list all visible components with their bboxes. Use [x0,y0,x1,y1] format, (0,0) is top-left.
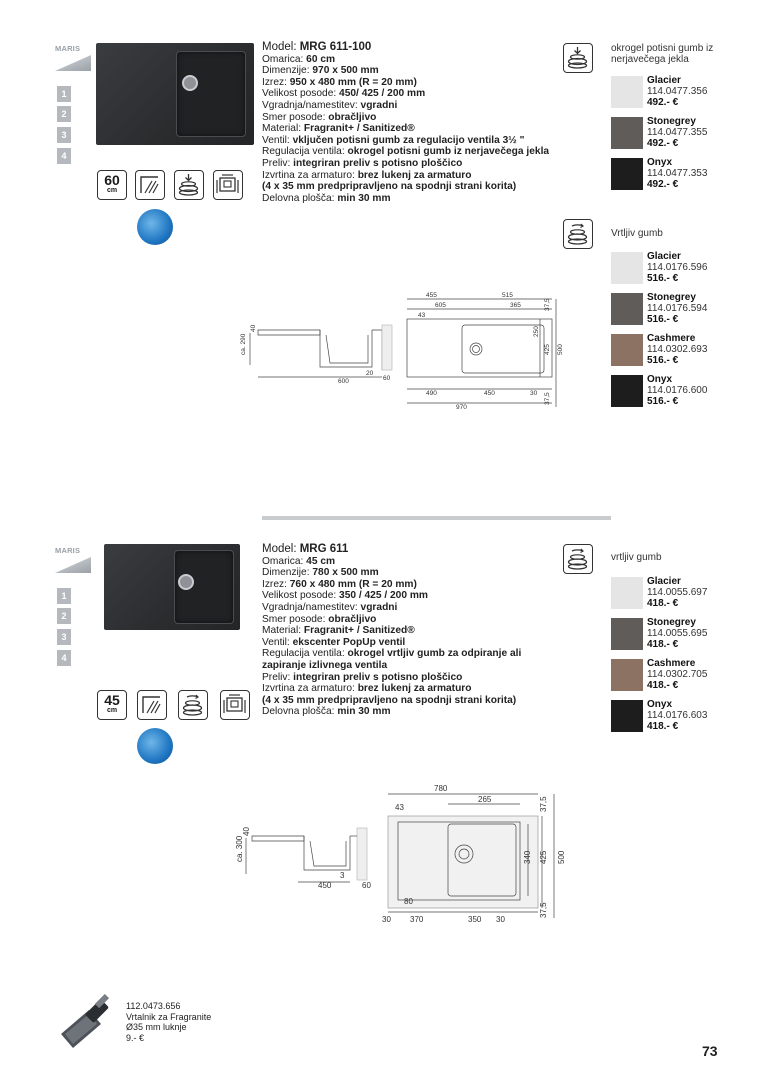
color-option: Onyx 114.0477.353 492.- € [647,157,708,190]
dim-label: 80 [404,897,413,906]
side-view [246,828,367,882]
rotary-knob-icon [563,219,593,249]
number-box: 2 [57,608,71,624]
option-group-label: okrogel potisni gumb iz nerjavečega jekla [611,43,714,65]
dim-label: 340 [523,850,532,864]
option-group-label: vrtljiv gumb [611,552,662,563]
dim-label: 450 [318,881,332,890]
dim-label: ca. 290 [240,333,247,355]
dim-label: 250 [533,326,540,337]
inset-mount-icon [137,690,167,720]
color-option: Cashmere 114.0302.693 516.- € [647,333,708,366]
inset-mount-icon [135,170,165,200]
dim-label: 605 [435,302,446,309]
spec-block: Model: MRG 611 Omarica: 45 cm Dimenzije: 780 x 500 mm Izrez: 760 x 480 mm (R = 20 mm) Velikost posode: 350 / 425 / 200 mm Vgradnja/namestitev: vgradni Smer posode: obračljivo Material: Fragranit+ / Sanitized® Ventil: ekscenter PopUp ventil Regulacija ventila: okrogel vrtljiv gumb za odpiranje ali zapiranje izlivnega ventila Preliv: integriran preliv s potisno ploščico Izvrtina za armaturo: brez lukenj za armaturo (4 x 35 mm predpripravljeno na spodnji strani korita) Delovna plošča: min 30 mm [262,543,522,718]
dim-label: 43 [418,312,426,319]
dim-label: 500 [557,850,566,864]
dim-label: 40 [242,827,251,836]
dim-label: 490 [426,390,437,397]
page-number: 73 [702,1043,718,1059]
color-option: Stonegrey 114.0055.695 418.- € [647,617,708,650]
color-swatch[interactable] [611,375,643,407]
sanitized-badge-icon [137,209,173,245]
color-option: Glacier 114.0176.596 516.- € [647,251,708,284]
cabinet-size-icon: 45 cm [97,690,127,720]
section-divider [262,516,611,520]
dim-label: ca. 300 [235,835,244,862]
color-option: Stonegrey 114.0477.355 492.- € [647,116,708,149]
dim-label: 37,5 [544,392,551,405]
color-swatch[interactable] [611,293,643,325]
dim-label: 30 [382,915,391,924]
number-box: 3 [57,127,71,143]
dim-label: 515 [502,292,513,299]
color-swatch[interactable] [611,577,643,609]
dim-label: 425 [539,850,548,864]
rotary-knob-icon [563,544,593,574]
dim-label: 60 [362,881,371,890]
color-swatch[interactable] [611,158,643,190]
dim-label: 370 [410,915,424,924]
number-box: 4 [57,650,71,666]
technical-drawing [232,778,572,928]
dim-label: 455 [426,292,437,299]
brand-label: MARIS [55,546,81,555]
dim-label: 970 [456,404,467,411]
dim-label: 20 [366,370,374,377]
dim-label: 30 [496,915,505,924]
color-option: Onyx 114.0176.603 418.- € [647,699,708,732]
color-option: Cashmere 114.0302.705 418.- € [647,658,708,691]
dim-label: 780 [434,784,448,793]
number-box: 2 [57,106,71,122]
color-swatch[interactable] [611,700,643,732]
rotary-knob-icon [178,690,208,720]
dim-label: 365 [510,302,521,309]
color-option: Stonegrey 114.0176.594 516.- € [647,292,708,325]
brand-triangle [55,557,91,573]
number-box: 4 [57,148,71,164]
sink-image [96,43,254,145]
dim-label: 37,5 [539,796,548,812]
overflow-icon [213,170,243,200]
dim-label: 500 [557,344,564,355]
color-swatch[interactable] [611,252,643,284]
accessory-info: 112.0473.656 Vrtalnik za Fragranite Ø35 mm luknje 9.- € [126,1001,212,1043]
dim-label: 350 [468,915,482,924]
sink-image [104,544,240,630]
dim-label: 37,5 [544,298,551,311]
dim-label: 425 [544,344,551,355]
push-button-icon [174,170,204,200]
color-swatch[interactable] [611,76,643,108]
brand-triangle [55,55,91,71]
number-box: 3 [57,629,71,645]
color-option: Glacier 114.0477.356 492.- € [647,75,708,108]
color-option: Onyx 114.0176.600 516.- € [647,374,708,407]
color-option: Glacier 114.0055.697 418.- € [647,576,708,609]
dim-label: 30 [530,390,538,397]
dim-label: 60 [383,375,391,382]
dim-label: 3 [340,871,345,880]
color-swatch[interactable] [611,659,643,691]
dim-label: 600 [338,378,349,385]
dim-label: 450 [484,390,495,397]
push-button-icon [563,43,593,73]
dim-label: 43 [395,803,404,812]
sanitized-badge-icon [137,728,173,764]
number-box: 1 [57,86,71,102]
option-group-label: Vrtljiv gumb [611,228,663,239]
color-swatch[interactable] [611,334,643,366]
cabinet-size-icon: 60 cm [97,170,127,200]
color-swatch[interactable] [611,117,643,149]
number-box: 1 [57,588,71,604]
brand-label: MARIS [55,44,81,53]
dim-label: 37,5 [539,902,548,918]
overflow-icon [220,690,250,720]
drill-bit-image [55,994,123,1050]
dim-label: 265 [478,795,492,804]
spec-block: Model: MRG 611-100 Omarica: 60 cm Dimenzije: 970 x 500 mm Izrez: 950 x 480 mm (R = 20 mm) Velikost posode: 450/ 425 / 200 mm Vgradnja/namestitev: vgradni Smer posode: obračljivo Material: Fragranit+ / Sanitized® Ventil: vključen potisni gumb za regulacijo ventila 3½ " Regulacija ventila: okrogel potisni gumb iz nerjavečega jekla Preliv: integriran preliv s potisno ploščico Izvrtina za armaturo: brez lukenj za armaturo (4 x 35 mm predpripravljeno na spodnji strani korita) Delovna plošča: min 30 mm [262,41,550,204]
technical-drawing [240,285,570,415]
color-swatch[interactable] [611,618,643,650]
dim-label: 40 [250,324,257,332]
